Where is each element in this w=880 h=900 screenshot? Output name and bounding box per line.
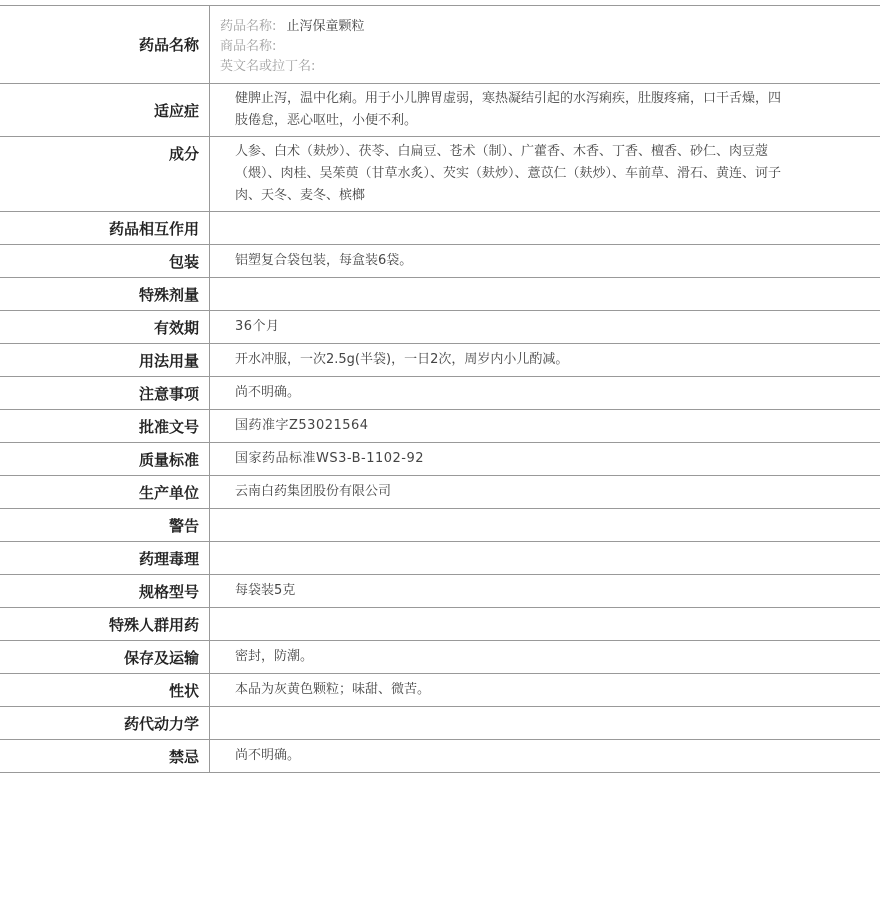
label-validity: 有效期 [0,311,210,344]
label-usage: 用法用量 [0,344,210,377]
label-packaging: 包装 [0,245,210,278]
value-manufacturer: 云南白药集团股份有限公司 [210,476,880,509]
label-standard: 质量标准 [0,443,210,476]
label-special-dosage: 特殊剂量 [0,278,210,311]
value-storage: 密封，防潮。 [210,641,880,674]
value-toxicology [210,542,880,575]
label-interaction: 药品相互作用 [0,212,210,245]
value-indication: 健脾止泻，温中化痢。用于小儿脾胃虚弱，寒热凝结引起的水泻痢疾，肚腹疼痛，口干舌燥，四肢倦怠，恶心呕吐，小便不利。 [210,84,880,137]
value-approval: 国药准字Z53021564 [210,410,880,443]
label-indication: 适应症 [0,84,210,137]
row-packaging [0,245,880,278]
trade-name-label: 商品名称: [220,39,277,54]
row-precautions [0,377,880,410]
drug-name-label: 药品名称: [220,19,277,34]
value-character: 本品为灰黄色颗粒；味甜、微苦。 [210,674,880,707]
drug-name-value: 止泻保童颗粒 [286,19,365,34]
label-warning: 警告 [0,509,210,542]
row-contraindications [0,740,880,773]
value-special-dosage [210,278,880,311]
label-approval: 批准文号 [0,410,210,443]
value-contraindications: 尚不明确。 [210,740,880,773]
value-warning [210,509,880,542]
label-contraindications: 禁忌 [0,740,210,773]
row-spec [0,575,880,608]
value-packaging: 铝塑复合袋包装，每盒装6袋。 [210,245,880,278]
row-interaction [0,212,880,245]
value-validity: 36个月 [210,311,880,344]
value-special-population [210,608,880,641]
label-manufacturer: 生产单位 [0,476,210,509]
name-cell [210,6,880,84]
label-pharmacokinetics: 药代动力学 [0,707,210,740]
row-storage [0,641,880,674]
row-indication [0,84,880,137]
value-pharmacokinetics [210,707,880,740]
row-toxicology [0,542,880,575]
label-special-population: 特殊人群用药 [0,608,210,641]
row-pharmacokinetics [0,707,880,740]
label-precautions: 注意事项 [0,377,210,410]
drug-info-table [0,5,880,773]
row-validity [0,311,880,344]
row-name [0,6,880,84]
row-ingredients [0,137,880,212]
label-toxicology: 药理毒理 [0,542,210,575]
value-usage: 开水冲服，一次2.5g(半袋)，一日2次，周岁内小儿酌减。 [210,344,880,377]
drug-name-line [220,17,880,37]
row-standard [0,443,880,476]
value-ingredients: 人参、白术（麸炒）、茯苓、白扁豆、苍术（制）、广藿香、木香、丁香、檀香、砂仁、肉豆蔻（煨）、肉桂、吴茱萸（甘草水炙）、芡实（麸炒）、薏苡仁（麸炒）、车前草、滑石、黄连、诃子肉、天冬、麦冬、槟榔 [210,137,880,212]
row-usage [0,344,880,377]
row-special-dosage [0,278,880,311]
row-warning [0,509,880,542]
label-character: 性状 [0,674,210,707]
english-name-label: 英文名或拉丁名: [220,59,316,74]
label-ingredients: 成分 [0,137,210,212]
value-standard: 国家药品标准WS3-B-1102-92 [210,443,880,476]
row-manufacturer [0,476,880,509]
value-precautions: 尚不明确。 [210,377,880,410]
label-storage: 保存及运输 [0,641,210,674]
label-spec: 规格型号 [0,575,210,608]
value-interaction [210,212,880,245]
row-character [0,674,880,707]
row-special-population [0,608,880,641]
value-spec: 每袋装5克 [210,575,880,608]
label-name: 药品名称 [0,6,210,84]
row-approval [0,410,880,443]
